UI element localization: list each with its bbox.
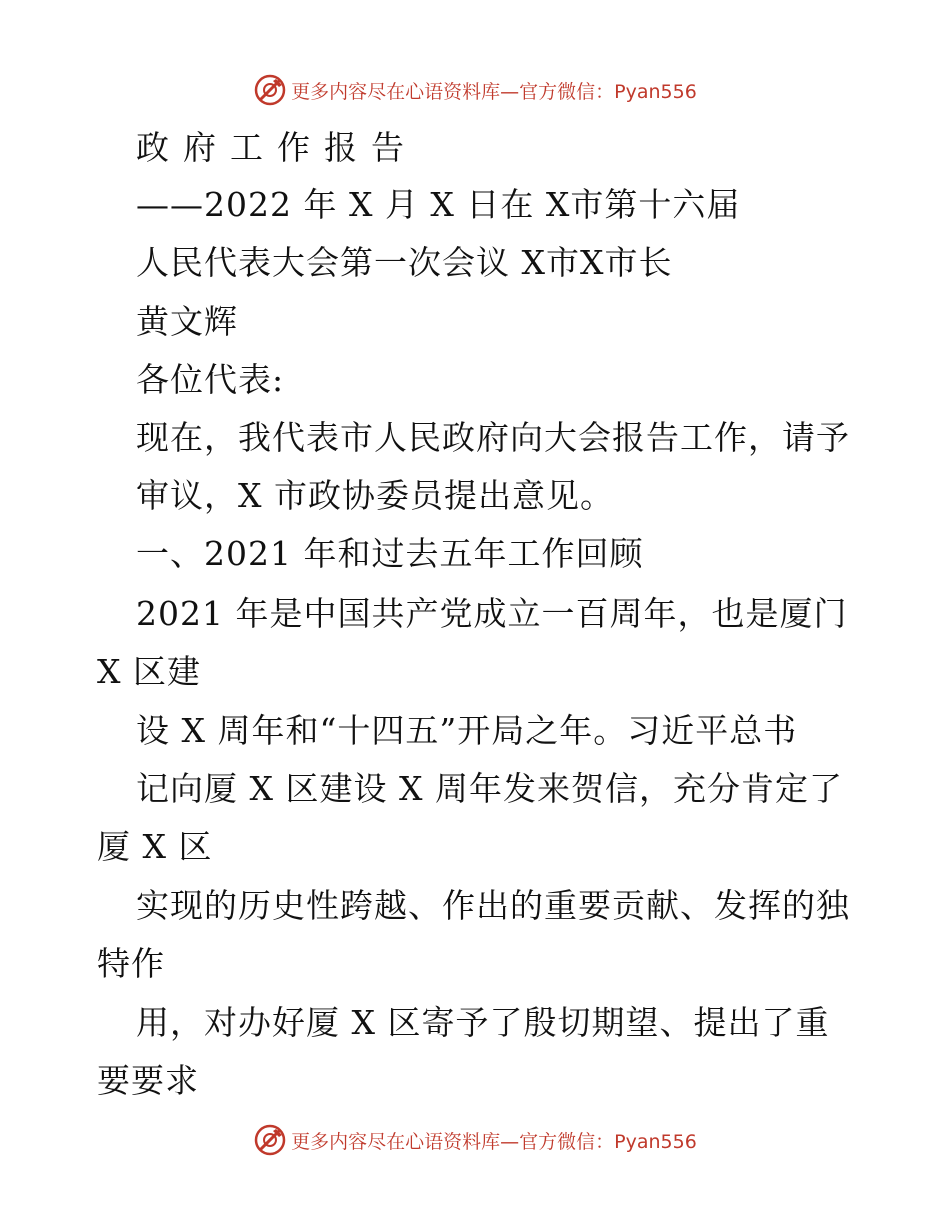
speaker-name: 黄文辉 [136, 302, 238, 341]
salutation: 各位代表: [136, 360, 285, 399]
paragraph-line: 要要求 [97, 1061, 199, 1100]
watermark-text: 更多内容尽在心语资料库—官方微信：Pyan556 [291, 1130, 697, 1153]
subtitle-line: ——2022 年 X 月 X 日在 X市第十六届 [136, 185, 741, 224]
watermark-text: 更多内容尽在心语资料库—官方微信：Pyan556 [291, 80, 697, 103]
paragraph-line: 设 X 周年和“十四五”开局之年。习近平总书 [136, 711, 798, 750]
paragraph-line: 厦 X 区 [97, 827, 213, 866]
paragraph-line: 用，对办好厦 X 区寄予了殷切期望、提出了重 [136, 1003, 830, 1042]
watermark-banner-bottom [0, 1120, 950, 1160]
subtitle-line: 人民代表大会第一次会议 X市X市长 [136, 243, 673, 282]
paragraph-line: 现在，我代表市人民政府向大会报告工作，请予 [136, 418, 850, 457]
paragraph-line: 审议，X 市政协委员提出意见。 [136, 476, 614, 515]
brush-logo-icon [253, 1123, 287, 1157]
paragraph-line: 特作 [97, 944, 165, 983]
section-heading: 一、2021 年和过去五年工作回顾 [136, 534, 644, 573]
paragraph-line: X 区建 [97, 652, 201, 691]
report-title: 政府工作报告 [136, 128, 418, 167]
paragraph-line: 记向厦 X 区建设 X 周年发来贺信，充分肯定了 [136, 769, 843, 808]
paragraph-line: 2021 年是中国共产党成立一百周年，也是厦门 [136, 594, 848, 633]
watermark-group [253, 1123, 697, 1157]
paragraph-line: 实现的历史性跨越、作出的重要贡献、发挥的独 [136, 886, 850, 925]
